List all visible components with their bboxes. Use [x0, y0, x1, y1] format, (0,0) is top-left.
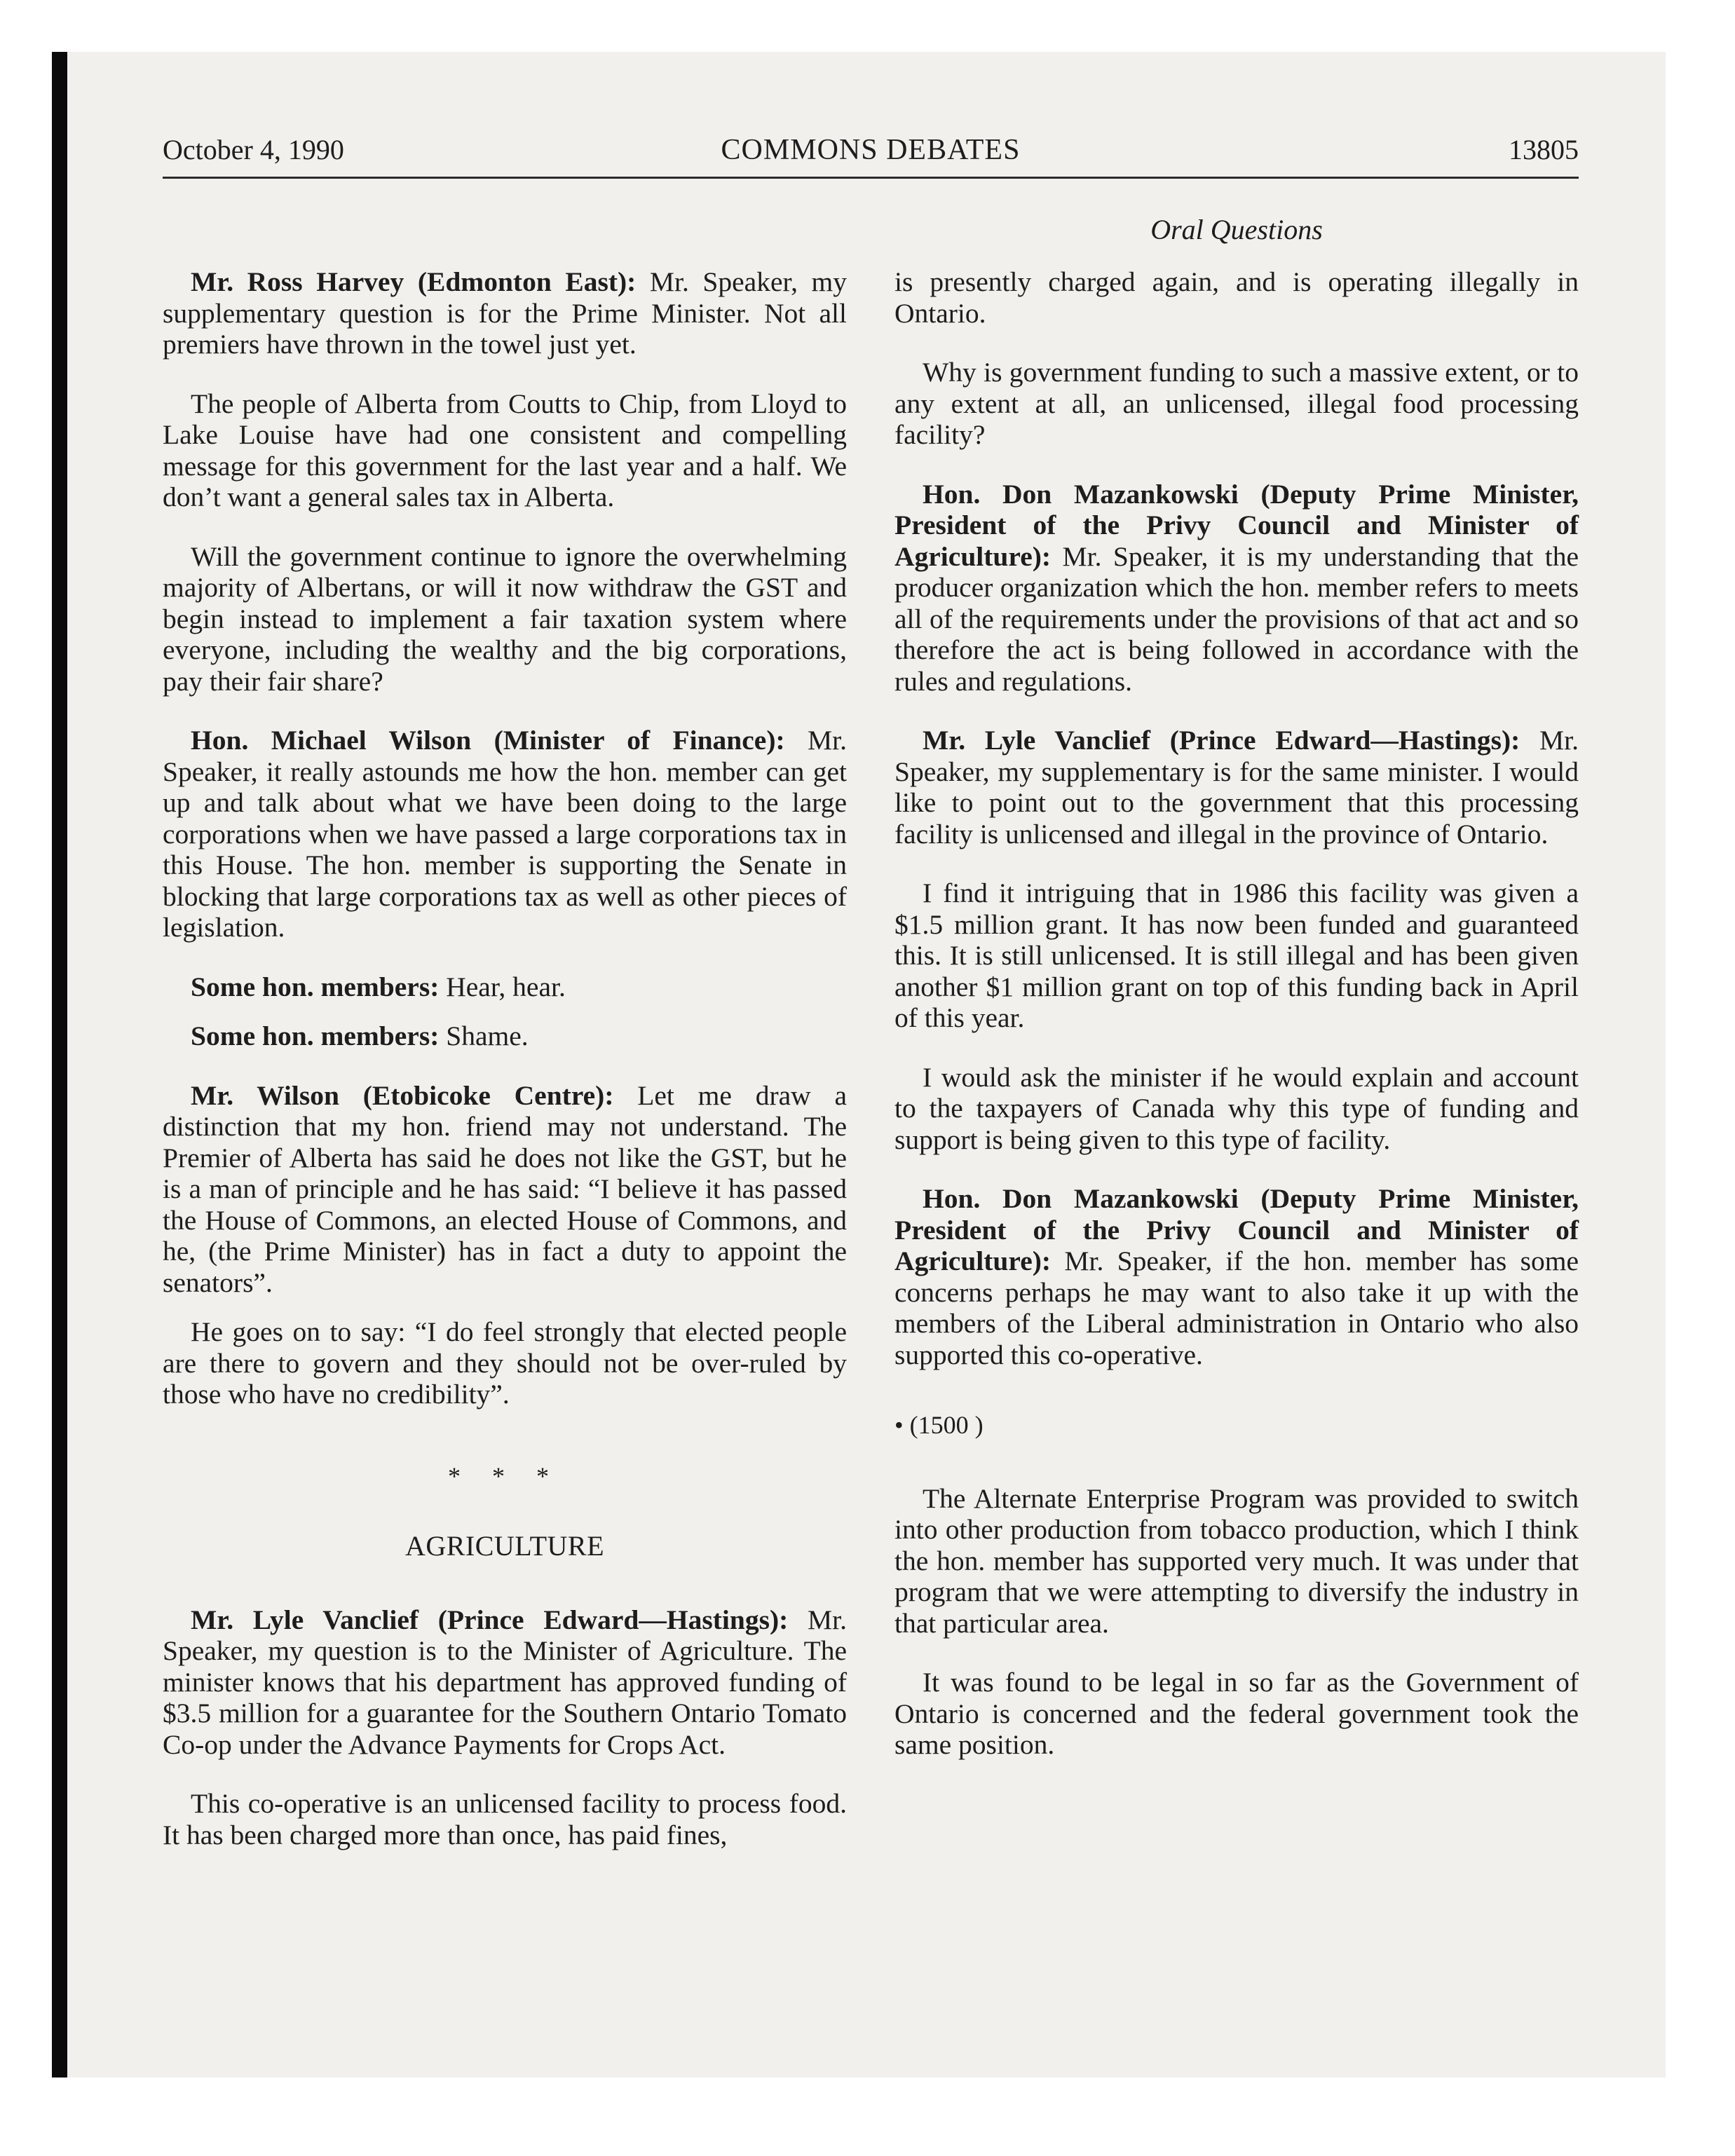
- paragraph: It was found to be legal in so far as the Government of Ontario is concerned and the federal government took the same position.: [894, 1667, 1579, 1760]
- paragraph-text: Mr. Speaker, my supplementary is for the same minister. I would like to point out to the government that this processing facility is unlicensed and illegal in the province of Ontario.: [894, 725, 1579, 850]
- header-date: October 4, 1990: [163, 134, 344, 165]
- paragraph-text: Mr. Speaker, it really astounds me how the hon. member can get up and talk about what we have been doing to the large corporations when we have passed a large corporations tax in this House. The hon. member is supporting the Senate in blocking that large corporations tax as well as other pieces of legislation.: [163, 725, 848, 943]
- paragraph: [894, 479, 1579, 697]
- section-title: Oral Questions: [1150, 214, 1323, 245]
- paragraph-text: Mr. Speaker, if the hon. member has some concerns perhaps he may want to also take it up with the members of the Liberal administration in Ontario who also supported this co-operative.: [894, 1246, 1579, 1370]
- speaker-name: Some hon. members:: [191, 1021, 440, 1051]
- paragraph: [163, 1604, 847, 1761]
- header-publication: COMMONS DEBATES: [721, 134, 1021, 166]
- paragraph: I find it intriguing that in 1986 this facility was given a $1.5 million grant. It has now been funded and guaranteed this. It is still unlicensed. It is still illegal and has been given another $1 million grant on top of this funding back in April of this year.: [894, 878, 1579, 1033]
- speaker-name: Hon. Don Mazankowski (Deputy Prime Minister, President of the Privy Council and Minister of Agriculture):: [894, 1183, 1579, 1276]
- speaker-name: Mr. Lyle Vanclief (Prince Edward—Hastings):: [191, 1604, 789, 1635]
- paragraph: is presently charged again, and is operating illegally in Ontario.: [894, 266, 1579, 329]
- paragraph: [163, 725, 847, 943]
- paragraph: The Alternate Enterprise Program was provided to switch into other production from tobacco production, which I think the hon. member has supported very much. It was under that program that we were attempting to diversify the industry in that particular area.: [894, 1482, 1579, 1639]
- speaker-name: Mr. Ross Harvey (Edmonton East):: [191, 266, 637, 297]
- paragraph: I would ask the minister if he would explain and account to the taxpayers of Canada why this type of funding and support is being given to this type of facility.: [894, 1061, 1579, 1155]
- right-column: [894, 266, 1579, 1789]
- paragraph: [894, 1183, 1579, 1370]
- paragraph: [894, 725, 1579, 850]
- paragraph-text: Let me draw a distinction that my hon. friend may not understand. The Premier of Alberta has said he does not like the GST, but he is a man of principle and he has said: “I believe it has passed the House of Commons, an elected House of Commons, and he, (the Prime Minister) has in fact a duty to appoint the senators”.: [163, 1079, 847, 1298]
- paragraph: This co-operative is an unlicensed facility to process food. It has been charged more than once, has paid fines,: [163, 1788, 847, 1850]
- paragraph-text: Hear, hear.: [446, 971, 566, 1002]
- speaker-name: Some hon. members:: [191, 971, 440, 1002]
- speaker-name: Hon. Don Mazankowski (Deputy Prime Minister, President of the Privy Council and Minister of Agriculture):: [894, 478, 1579, 572]
- time-marker: • (1500 ): [894, 1411, 984, 1439]
- speaker-name: Hon. Michael Wilson (Minister of Finance):: [191, 725, 785, 756]
- section-separator: * * *: [448, 1461, 562, 1490]
- paragraph: [163, 266, 847, 360]
- scan-edge: [52, 52, 67, 2077]
- paragraph: The people of Alberta from Coutts to Chip, from Lloyd to Lake Louise have had one consistent and compelling message for this government for the last year and a half. We don’t want a general sales tax in Alberta.: [163, 388, 847, 512]
- paragraph: He goes on to say: “I do feel strongly that elected people are there to govern and they should not be over-ruled by those who have no credibility”.: [163, 1316, 847, 1410]
- speaker-name: Mr. Wilson (Etobicoke Centre):: [191, 1079, 614, 1111]
- header-page-number: 13805: [1509, 134, 1579, 165]
- paragraph: Why is government funding to such a massive extent, or to any extent at all, an unlicensed, illegal food processing facility?: [894, 357, 1579, 450]
- paragraph-text: Shame.: [446, 1021, 529, 1051]
- paragraph: Will the government continue to ignore the overwhelming majority of Albertans, or will it now withdraw the GST and begin instead to implement a fair taxation system where everyone, including the wealthy and the big corporations, pay their fair share?: [163, 540, 847, 697]
- paragraph: [163, 971, 847, 1003]
- subject-heading: AGRICULTURE: [404, 1530, 605, 1562]
- paragraph: [163, 1080, 847, 1299]
- left-column: [163, 266, 847, 1878]
- paragraph-text: Mr. Speaker, my supplementary question is for the Prime Minister. Not all premiers have thrown in the towel just yet.: [163, 266, 847, 360]
- paragraph: [163, 1021, 847, 1052]
- running-head: [163, 133, 1579, 179]
- paragraph-text: Mr. Speaker, my question is to the Minister of Agriculture. The minister knows that his department has approved funding of $3.5 million for a guarantee for the Southern Ontario Tomato Co-op under the Advance Payments for Crops Act.: [163, 1604, 847, 1760]
- paragraph-text: Mr. Speaker, it is my understanding that the producer organization which the hon. member refers to meets all of the requirements under the provisions of that act and so therefore the act is being followed in accordance with the rules and regulations.: [894, 540, 1579, 697]
- speaker-name: Mr. Lyle Vanclief (Prince Edward—Hastings):: [923, 725, 1520, 756]
